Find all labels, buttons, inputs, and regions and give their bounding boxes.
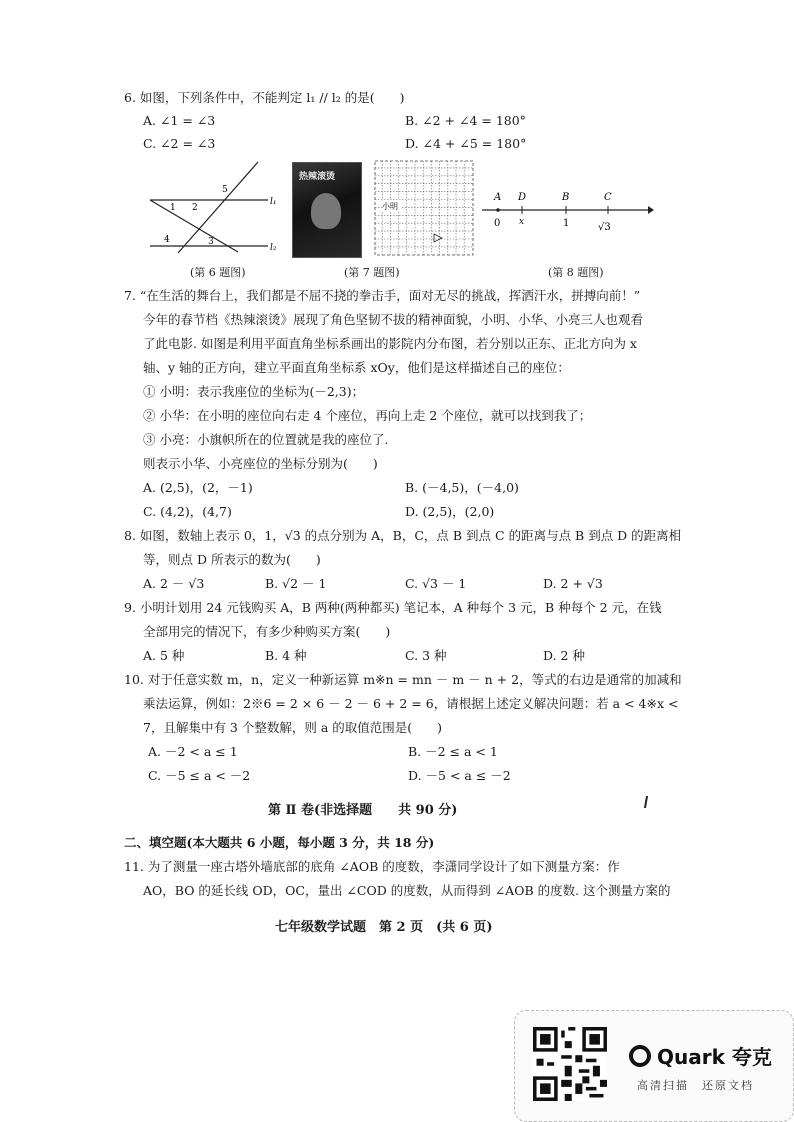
- q9-line-2: 全部用完的情况下，有多少种购买方案( ): [143, 624, 391, 639]
- fig6-label-3: 3: [208, 237, 214, 247]
- q7-line-8: 则表示小华、小亮座位的坐标分别为( ): [143, 456, 378, 471]
- q8-option-d: D. 2 + √3: [543, 576, 603, 591]
- q8-option-a: A. 2 － √3: [143, 576, 205, 591]
- q9-option-d: D. 2 种: [543, 648, 585, 663]
- qr-code-icon: [533, 1027, 607, 1101]
- fig8-tick-0: 0: [494, 218, 501, 229]
- q10-option-d: D. －5 < a ≤ －2: [408, 768, 511, 783]
- q7-line-3: 了此电影. 如图是利用平面直角坐标系画出的影院内分布图，若分别以正东、正北方向为 x: [143, 336, 637, 351]
- q10-line-1: 10. 对于任意实数 m，n，定义一种新运算 m※n = mn － m － n + 2，等式的右边是通常的加减和: [124, 672, 682, 687]
- q9-line-1: 9. 小明计划用 24 元钱购买 A，B 两种(两种都买) 笔记本，A 种每个 3 元，B 种每个 2 元，在钱: [124, 600, 662, 615]
- fig7-seat-label: 小明: [382, 202, 398, 211]
- q6-stem: 6. 如图，下列条件中，不能判定 l₁ // l₂ 的是( ): [124, 90, 405, 105]
- q6-option-a: A. ∠1 = ∠3: [143, 113, 216, 128]
- q8-option-b: B. √2 － 1: [265, 576, 327, 591]
- fig8-tick-sqrt3: √3: [598, 222, 611, 233]
- q10-option-c: C. －5 ≤ a < －2: [148, 768, 251, 783]
- q8-line-1: 8. 如图，数轴上表示 0，1，√3 的点分别为 A，B，C，点 B 到点 C 的距离与点 B 到点 D 的距离相: [124, 528, 682, 543]
- q7-option-d: D. (2,5)，(2,0): [405, 504, 495, 519]
- fig8-point-c: C: [604, 192, 612, 203]
- q9-option-c: C. 3 种: [405, 648, 447, 663]
- poster-figure: [311, 193, 341, 229]
- q7-option-a: A. (2,5)，(2，－1): [143, 480, 253, 495]
- q7-line-5: ① 小明：表示我座位的坐标为(－2,3)；: [143, 384, 365, 399]
- q6-option-b: B. ∠2 + ∠4 = 180°: [405, 113, 526, 128]
- q9-option-b: B. 4 种: [265, 648, 307, 663]
- figure-7-movie-poster: [292, 162, 362, 258]
- quark-logo-icon: [629, 1045, 651, 1067]
- q7-line-2: 今年的春节档《热辣滚烫》展现了角色坚韧不拔的精神面貌，小明、小华、小亮三人也观看: [143, 312, 644, 327]
- fig8-tick-x: x: [519, 217, 525, 227]
- fig6-label-5: 5: [222, 185, 228, 195]
- q6-option-c: C. ∠2 = ∠3: [143, 136, 216, 151]
- poster-title: 热辣滚烫: [299, 172, 336, 182]
- q8-line-2: 等，则点 D 所表示的数为( ): [143, 552, 321, 567]
- fig8-tick-1: 1: [563, 218, 570, 229]
- q6-option-d: D. ∠4 + ∠5 = 180°: [405, 136, 527, 151]
- q11-line-1: 11. 为了测量一座古塔外墙底部的底角 ∠AOB 的度数，李潇同学设计了如下测量方案：作: [124, 859, 620, 874]
- section-2-heading: 二、填空题(本大题共 6 小题，每小题 3 分，共 18 分): [124, 835, 435, 850]
- fig8-point-a: A: [494, 192, 502, 203]
- fig6-label-4: 4: [164, 235, 170, 245]
- quark-brand: [629, 1041, 772, 1070]
- q10-option-b: B. －2 ≤ a < 1: [408, 744, 498, 759]
- quark-brand-text: Quark 夸克: [657, 1045, 772, 1069]
- flag-icon: [434, 234, 442, 242]
- figure-8-caption: (第 8 题图): [548, 266, 604, 279]
- q7-line-1: 7. “在生活的舞台上，我们都是不屈不挠的拳击手，面对无尽的挑战，挥洒汗水，拼搏向前！”: [124, 288, 641, 303]
- quark-tagline: 高清扫描 还原文档: [637, 1079, 754, 1092]
- fig6-label-2: 2: [192, 203, 198, 213]
- q10-option-a: A. －2 < a ≤ 1: [148, 744, 238, 759]
- page-footer: 七年级数学试题 第 2 页 (共 6 页): [275, 920, 493, 935]
- q11-line-2: AO，BO 的延长线 OD，OC，量出 ∠COD 的度数，从而得到 ∠AOB 的度数. 这个测量方案的: [143, 883, 671, 898]
- q7-option-c: C. (4,2)，(4,7): [143, 504, 232, 519]
- fig8-point-d: D: [518, 192, 527, 203]
- part-2-heading: 第 Ⅱ 卷(非选择题 共 90 分): [268, 803, 458, 818]
- figure-8-number-line: [478, 186, 658, 236]
- fig6-label-l1: l₁: [270, 197, 277, 207]
- figure-6-caption: (第 6 题图): [190, 266, 246, 279]
- fig8-point-b: B: [562, 192, 570, 203]
- figure-6-parallel-lines: [140, 158, 290, 258]
- quark-scan-watermark: [514, 1010, 794, 1122]
- q8-option-c: C. √3 － 1: [405, 576, 467, 591]
- fig6-label-1: 1: [170, 203, 176, 213]
- fig6-label-l2: l₂: [270, 243, 277, 253]
- q10-line-2: 乘法运算，例如：2※6 = 2 × 6 － 2 － 6 + 2 = 6，请根据上述定义解决问题：若 a < 4※x <: [143, 696, 679, 711]
- q7-line-6: ② 小华：在小明的座位向右走 4 个座位，再向上走 2 个座位，就可以找到我了；: [143, 408, 592, 423]
- figure-7-seat-grid: [374, 160, 474, 256]
- stray-mark: [644, 796, 648, 808]
- figure-7-caption: (第 7 题图): [344, 266, 400, 279]
- q7-line-7: ③ 小亮：小旗帜所在的位置就是我的座位了.: [143, 432, 389, 447]
- q10-line-3: 7，且解集中有 3 个整数解，则 a 的取值范围是( ): [143, 720, 443, 735]
- q7-option-b: B. (－4,5)，(－4,0): [405, 480, 519, 495]
- q7-line-4: 轴、y 轴的正方向，建立平面直角坐标系 xOy，他们是这样描述自己的座位：: [143, 360, 570, 375]
- q9-option-a: A. 5 种: [143, 648, 185, 663]
